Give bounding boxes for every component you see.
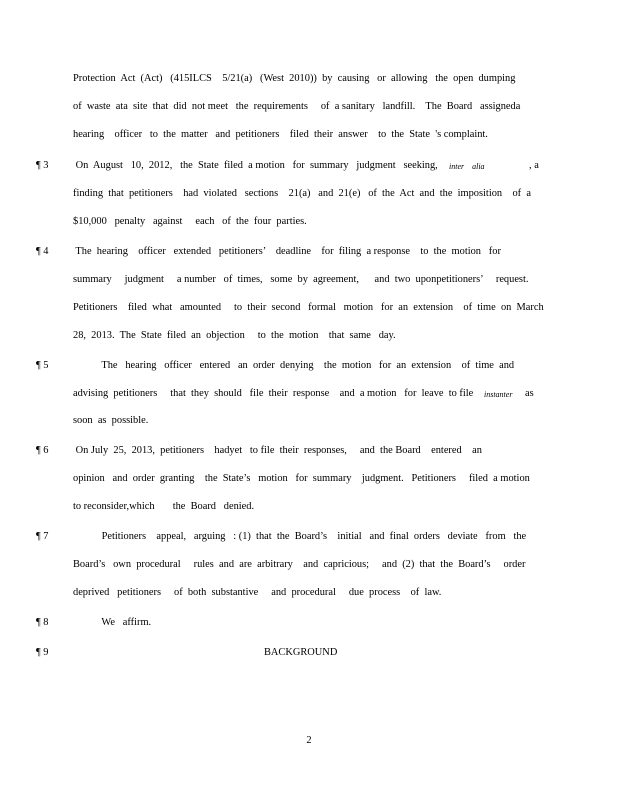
- paragraph-number: ¶ 4: [36, 246, 49, 257]
- paragraph-number: ¶ 5: [36, 360, 49, 371]
- text-line: opinion and order granting the State’s motion for summary judgment. Petitioners filed a motion: [73, 473, 530, 484]
- text-line: Board’s own procedural rules and are arbitrary and capricious; and (2) that the Board’s order: [73, 559, 526, 570]
- text-line: Protection Act (Act) (415ILCS 5/21(a) (West 2010)) by causing or allowing the open dumping: [73, 73, 516, 84]
- text-fragment: , a: [529, 160, 539, 171]
- text-line: The hearing officer entered an order denying the motion for an extension of time and: [73, 360, 515, 371]
- text-line: finding that petitioners had violated sections 21(a) and 21(e) of the Act and the imposition of a: [73, 188, 531, 199]
- paragraph-number: ¶ 6: [36, 445, 49, 456]
- italic-term: instanter: [484, 390, 513, 399]
- paragraph-number: ¶ 7: [36, 531, 49, 542]
- text-line: soon as possible.: [73, 415, 149, 426]
- text-line: The hearing officer extended petitioners’ deadline for filing a response to the motion for: [73, 246, 501, 257]
- paragraph-number: ¶ 8: [36, 617, 49, 628]
- italic-term: inter alia: [449, 162, 485, 171]
- text-line: $10,000 penalty against each of the four parties.: [73, 216, 307, 227]
- text-line: Petitioners appeal, arguing : (1) that the Board’s initial and final orders deviate from the: [73, 531, 527, 542]
- text-line: We affirm.: [73, 617, 152, 628]
- page-number: 2: [306, 735, 312, 746]
- paragraph-number: ¶ 9: [36, 647, 49, 658]
- text-line: On July 25, 2013, petitioners hadyet to file their responses, and the Board entered an: [73, 445, 482, 456]
- text-line: deprived petitioners of both substantive and procedural due process of law.: [73, 587, 442, 598]
- text-fragment: as: [525, 388, 534, 399]
- text-line: to reconsider,which the Board denied.: [73, 501, 255, 512]
- text-line: Petitioners filed what amounted to their second formal motion for an extension of time on March: [73, 302, 544, 313]
- text-line: advising petitioners that they should file their response and a motion for leave to file: [73, 388, 474, 399]
- text-line: 28, 2013. The State filed an objection to the motion that same day.: [73, 330, 396, 341]
- text-line: On August 10, 2012, the State filed a motion for summary judgment seeking,: [73, 160, 438, 171]
- text-line: of waste ata site that did not meet the requirements of a sanitary landfill. The Board assigneda: [73, 101, 521, 112]
- paragraph-number: ¶ 3: [36, 160, 49, 171]
- text-line: hearing officer to the matter and petitioners filed their answer to the State 's complaint.: [73, 129, 488, 140]
- section-heading: BACKGROUND: [264, 647, 338, 658]
- text-line: summary judgment a number of times, some by agreement, and two uponpetitioners’ request.: [73, 274, 529, 285]
